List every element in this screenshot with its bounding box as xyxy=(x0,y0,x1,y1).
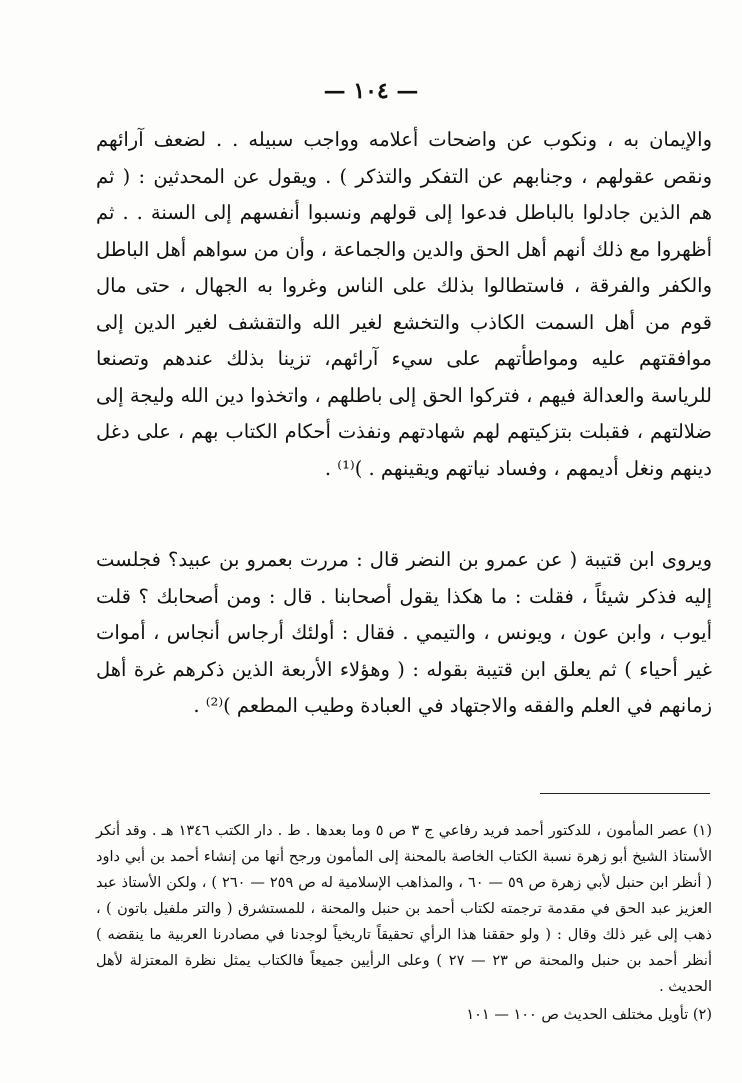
main-text-block-1 xyxy=(96,122,712,487)
page-number: — ١٠٤ — xyxy=(323,78,419,104)
paragraph: ويروى ابن قتيبة ( عن عمرو بن النضر قال : مررت بعمرو بن عبيد؟ فجلست إليه فذكر شيئاً ، فقلت : ما هكذا يقول أصحابنا . قال : ومن أصحابك ؟ قلت أيوب ، وابن عون ، ويونس ، والتيمي . فقال : أولئك أرجاس أنجاس ، أموات غير أحياء ) ثم يعلق ابن قتيبة بقوله : ( وهؤلاء الأربعة الذين ذكرهم غرة أهل زمانهم في العلم والفقه والاجتهاد في العبادة وطيب المطعم )⁽²⁾ . xyxy=(96,548,712,717)
main-text-block-2 xyxy=(96,542,712,725)
footnote-divider xyxy=(540,793,710,794)
footnotes xyxy=(96,818,712,1028)
footnote-2: (٢) تأويل مختلف الحديث ص ١٠٠ — ١٠١ xyxy=(466,1007,712,1023)
paragraph: والإيمان به ، ونكوب عن واضحات أعلامه وواجب سبيله . . لضعف آرائهم ونقص عقولهم ، وجنابهم عن التفكر والتذكر ) . ويقول عن المحدثين : ( ثم هم الذين جادلوا بالباطل فدعوا إلى قولهم ونسبوا أنفسهم إلى السنة . . ثم أظهروا مع ذلك أنهم أهل الحق والدين والجماعة ، وأن من سواهم أهل الباطل والكفر والفرقة ، فاستطالوا بذلك على الناس وغروا به الجهال ، حتى مال قوم من أهل السمت الكاذب والتخشع لغير الله والتقشف لغير الدين إلى موافقتهم عليه ومواطأتهم على سيء آرائهم، تزينا بذلك عندهم وتصنعا للرياسة والعدالة فيهم ، فتركوا الحق إلى باطلهم ، واتخذوا دين الله وليجة إلى ضلالتهم ، فقبلت بتزكيتهم لهم شهادتهم ونفذت أحكام الكتاب بهم ، على دغل دينهم ونغل أديمهم ، وفساد نياتهم ويقينهم . )⁽¹⁾ . xyxy=(96,128,712,480)
footnote-1: (١) عصر المأمون ، للدكتور أحمد فريد رفاعي ج ٣ ص ٥ وما بعدها . ط . دار الكتب ١٣٤٦ هـ . وقد أنكر الأستاذ الشيخ أبو زهرة نسبة الكتاب الخاصة بالمحنة إلى المأمون ورجح أنها من إنشاء أحمد بن أبي داود ( أنظر ابن حنبل لأبي زهرة ص ٥٩ — ٦٠ ، والمذاهب الإسلامية له ص ٢٥٩ — ٢٦٠ ) ، ولكن الأستاذ عبد العزيز عبد الحق في مقدمة ترجمته لكتاب أحمد بن حنبل والمحنة ، للمستشرق ( والتر ملفيل باتون ) ، ذهب إلى غير ذلك وقال : ( ولو حققنا هذا الرأي تحقيقاً تاريخياً لوجدنا في مصادرنا العربية ما ينقضه ) أنظر أحمد بن حنبل والمحنة ص ٢٣ — ٢٧ ) وعلى الرأيين جميعاً فالكتاب يمثل نظرة المعتزلة لأهل الحديث . xyxy=(96,823,713,995)
